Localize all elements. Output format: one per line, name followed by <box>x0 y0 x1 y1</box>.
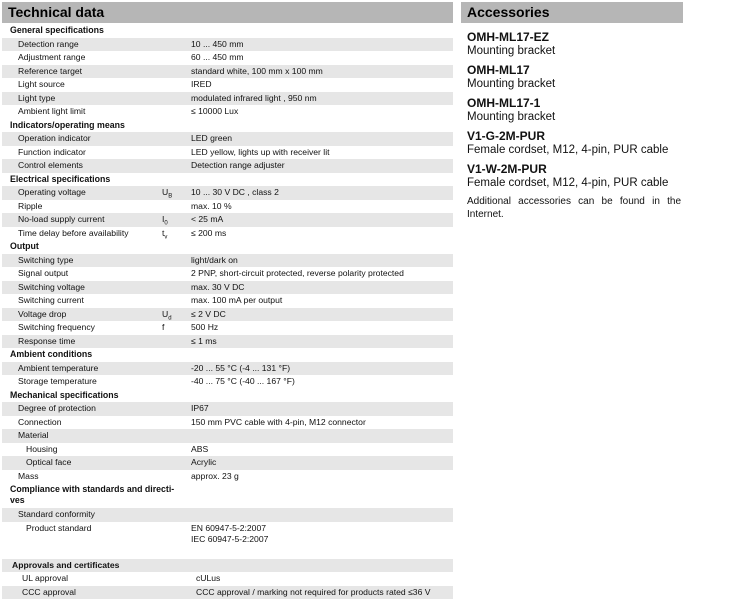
spec-label: No-load supply current <box>18 214 105 224</box>
spec-symbol-main: U <box>162 187 169 197</box>
spec-label: Operation indicator <box>18 133 91 143</box>
spec-value: light/dark on <box>191 254 238 265</box>
accessories-list <box>461 30 683 189</box>
accessories-panel <box>461 2 683 221</box>
accessory-description: Female cordset, M12, 4-pin, PUR cable <box>467 177 669 189</box>
technical-data-table <box>2 24 453 599</box>
spec-label: Function indicator <box>18 146 86 157</box>
spec-label: Optical face <box>26 457 72 467</box>
spec-row <box>2 267 453 281</box>
spec-symbol-main: t <box>162 227 165 238</box>
compliance-heading-line1: Compliance with standards and directi- <box>10 484 175 494</box>
accessories-title: Accessories <box>461 2 683 23</box>
spec-label: Product standard <box>26 522 92 533</box>
approval-label: CCC approval <box>22 586 76 597</box>
spec-row <box>2 132 453 146</box>
spec-value: modulated infrared light , 950 nm <box>191 92 317 103</box>
spec-value: IP67 <box>191 403 209 413</box>
spec-symbol <box>162 321 164 335</box>
spec-value: ≤ 200 ms <box>191 227 227 238</box>
spec-row <box>2 362 453 376</box>
spec-row <box>2 51 453 65</box>
spec-row <box>2 308 453 322</box>
spec-row <box>2 159 453 173</box>
spec-value: -40 ... 75 °C (-40 ... 167 °F) <box>191 376 295 386</box>
approval-value: cULus <box>196 573 221 583</box>
approval-row <box>2 572 453 586</box>
spec-symbol-subscript: d <box>168 315 172 322</box>
accessory-name: OMH-ML17-1 <box>467 96 541 110</box>
spec-value: LED green <box>191 133 233 143</box>
spec-label: Response time <box>18 335 76 346</box>
spec-label: Degree of protection <box>18 403 96 413</box>
spec-row <box>2 443 453 457</box>
spec-row <box>2 200 453 214</box>
spec-value: max. 100 mA per output <box>191 295 283 305</box>
spec-row <box>2 375 453 389</box>
spec-value <box>191 523 268 546</box>
spec-value: < 25 mA <box>191 214 224 224</box>
spec-label: Ambient light limit <box>18 106 86 116</box>
accessory-name: OMH-ML17-EZ <box>467 30 549 44</box>
spec-label: Time delay before availability <box>18 227 129 238</box>
spec-symbol-subscript: B <box>168 193 173 200</box>
spec-value: 10 ... 30 V DC , class 2 <box>191 187 279 197</box>
section-heading: Ambient conditions <box>10 349 93 359</box>
technical-data-panel <box>2 2 453 599</box>
spec-label: Signal output <box>18 268 69 278</box>
spec-row <box>2 65 453 79</box>
spec-value: 2 PNP, short-circuit protected, reverse polarity protected <box>191 268 404 278</box>
spec-symbol-main: f <box>162 322 165 332</box>
spec-row <box>2 470 453 484</box>
spec-label: Ripple <box>18 200 43 211</box>
spec-value: 150 mm PVC cable with 4-pin, M12 connector <box>191 416 366 427</box>
spec-value-line: EN 60947-5-2:2007 <box>191 522 267 533</box>
spec-label: Light type <box>18 92 56 103</box>
spec-row <box>2 402 453 416</box>
spec-symbol-main: I <box>162 214 165 224</box>
approval-row <box>2 586 453 600</box>
technical-data-title: Technical data <box>2 2 453 23</box>
spec-label: Detection range <box>18 38 79 49</box>
spec-value: max. 10 % <box>191 200 232 211</box>
spec-label: Reference target <box>18 65 83 76</box>
section-heading: Output <box>10 241 39 251</box>
spec-value: 10 ... 450 mm <box>191 38 244 49</box>
accessory-name: V1-G-2M-PUR <box>467 129 546 143</box>
spec-label: Control elements <box>18 160 83 170</box>
accessory-name: OMH-ML17 <box>467 63 530 77</box>
accessory-description: Mounting bracket <box>467 45 556 57</box>
spec-row <box>2 78 453 92</box>
section-heading: Indicators/operating means <box>10 119 125 130</box>
spec-row <box>2 508 453 522</box>
spec-label: Ambient temperature <box>18 362 99 373</box>
compliance-heading-line2: ves <box>10 495 25 505</box>
spec-label: Operating voltage <box>18 187 86 197</box>
compliance-heading <box>2 483 453 508</box>
spec-label: Light source <box>18 79 65 89</box>
spec-symbol-main: U <box>162 308 169 319</box>
accessory-description: Female cordset, M12, 4-pin, PUR cable <box>467 144 669 156</box>
spec-row <box>2 456 453 470</box>
spec-value: approx. 23 g <box>191 470 239 481</box>
spec-value: Detection range adjuster <box>191 160 285 170</box>
section-heading: General specifications <box>10 25 104 35</box>
spec-value: 60 ... 450 mm <box>191 52 244 62</box>
spec-label: Material <box>18 430 49 440</box>
spec-symbol-subscript: 0 <box>164 220 168 227</box>
spec-row <box>2 429 453 443</box>
spec-label: Voltage drop <box>18 308 67 319</box>
approval-value: CCC approval / marking not required for products rated ≤36 V <box>196 586 431 597</box>
spec-value: ABS <box>191 443 209 454</box>
spec-label: Switching current <box>18 295 84 305</box>
spec-row <box>2 146 453 160</box>
spec-value: max. 30 V DC <box>191 281 245 292</box>
spec-row <box>2 321 453 335</box>
spec-row <box>2 213 453 227</box>
accessories-note: Additional accessories can be found in the Internet. <box>467 196 681 220</box>
spec-row <box>2 335 453 349</box>
spec-row <box>2 105 453 119</box>
spec-row <box>2 281 453 295</box>
spec-label: Switching type <box>18 254 74 265</box>
spec-value: ≤ 2 V DC <box>191 308 226 319</box>
accessory-description: Mounting bracket <box>467 111 556 123</box>
spec-row <box>2 254 453 268</box>
spec-symbol-subscript: v <box>164 234 168 241</box>
approvals-heading: Approvals and certificates <box>2 559 453 573</box>
spec-value: ≤ 1 ms <box>191 335 217 346</box>
spec-value: IRED <box>191 79 212 89</box>
spec-label: Housing <box>26 443 58 454</box>
spec-value: 500 Hz <box>191 322 219 332</box>
section-heading: Electrical specifications <box>10 173 111 184</box>
spec-row <box>2 38 453 52</box>
spec-value: -20 ... 55 °C (-4 ... 131 °F) <box>191 362 291 373</box>
spec-row <box>2 92 453 106</box>
accessory-description: Mounting bracket <box>467 78 556 90</box>
spec-value: standard white, 100 mm x 100 mm <box>191 65 323 76</box>
spec-row <box>2 227 453 241</box>
spec-label: Connection <box>18 416 62 427</box>
spec-label: Storage temperature <box>18 376 97 386</box>
spec-label: Switching voltage <box>18 281 85 292</box>
spec-value: Acrylic <box>191 457 217 467</box>
accessory-name: V1-W-2M-PUR <box>467 162 547 176</box>
spec-label: Mass <box>18 470 39 481</box>
spacer <box>2 546 453 559</box>
spec-row <box>2 294 453 308</box>
spec-row <box>2 416 453 430</box>
section-heading: Mechanical specifications <box>10 389 119 400</box>
spec-value: LED yellow, lights up with receiver lit <box>191 146 330 157</box>
spec-row <box>2 186 453 200</box>
approval-label: UL approval <box>22 573 69 583</box>
spec-row <box>2 522 453 546</box>
spec-value: ≤ 10000 Lux <box>191 106 239 116</box>
spec-label: Standard conformity <box>18 509 95 519</box>
spec-label: Adjustment range <box>18 52 86 62</box>
spec-value-line: IEC 60947-5-2:2007 <box>191 534 269 544</box>
spec-label: Switching frequency <box>18 322 95 332</box>
